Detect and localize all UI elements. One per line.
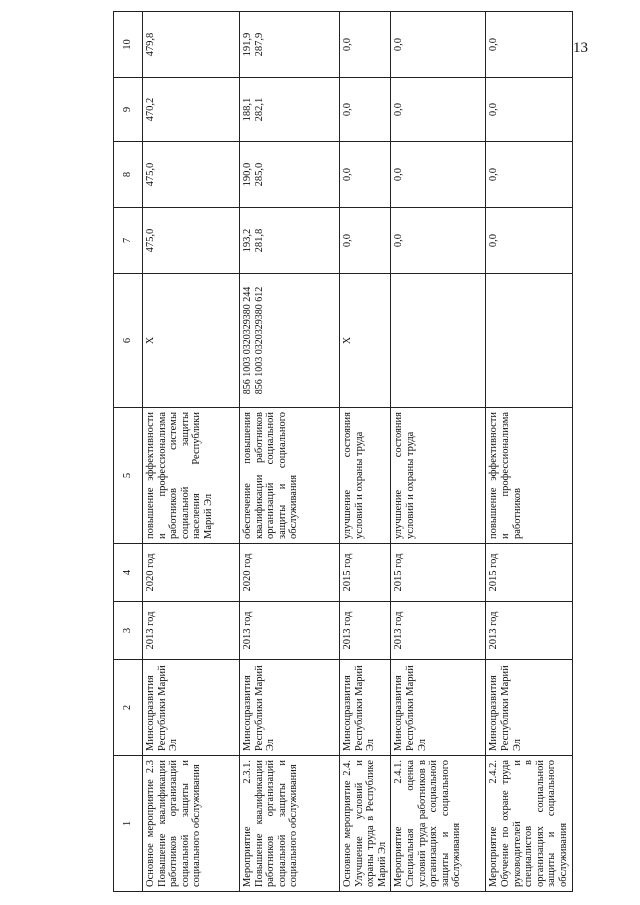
value-col-9: 470,2 (143, 78, 240, 142)
value-b: 282,1 (253, 97, 265, 122)
end-year: 2015 год (486, 544, 572, 602)
col-header-2: 2 (114, 660, 143, 756)
budget-code: X (143, 274, 240, 408)
value-col-9: 0,0 (486, 78, 572, 142)
value-b: 287,9 (253, 32, 265, 57)
budget-code-b: 856 1003 0320329380 612 (253, 286, 265, 395)
rotated-table-wrapper (113, 12, 640, 892)
responsible-executor: Минсоцразвития Республики Марий Эл (391, 660, 486, 756)
value-col-7: 0,0 (340, 208, 391, 274)
col-header-3: 3 (114, 602, 143, 660)
value-col-10: 479,8 (143, 12, 240, 78)
table-row (391, 12, 486, 892)
budget-code-cell (240, 274, 340, 408)
activity-name: Основное мероприятие 2.3 Повышение квалификации работников организаций социальной защиты и социального обслуживания (143, 756, 240, 892)
responsible-executor: Минсоцразвития Республики Марий Эл (486, 660, 572, 756)
expected-result: повышение эффективности и профессионализма работников системы социальной защиты населения Республики Марий Эл (143, 408, 240, 544)
value-col-7: 0,0 (391, 208, 486, 274)
end-year: 2020 год (143, 544, 240, 602)
value-col-9: 0,0 (340, 78, 391, 142)
expected-result: улучшение состояния условий и охраны труда (340, 408, 391, 544)
col-header-8: 8 (114, 142, 143, 208)
responsible-executor: Минсоцразвития Республики Марий Эл (143, 660, 240, 756)
expected-result: повышение эффективности и профессионализма работников (486, 408, 572, 544)
end-year: 2015 год (340, 544, 391, 602)
table-row (340, 12, 391, 892)
col-header-6: 6 (114, 274, 143, 408)
col-header-9: 9 (114, 78, 143, 142)
activity-name: Основное мероприятие 2.4. Улучшение условий и охраны труда в Республике Марий Эл (340, 756, 391, 892)
budget-code-a: 856 1003 0320329380 244 (242, 286, 253, 395)
value-col-9: 0,0 (391, 78, 486, 142)
page-number: 13 (573, 40, 588, 56)
end-year: 2015 год (391, 544, 486, 602)
start-year: 2013 год (240, 602, 340, 660)
col-header-5: 5 (114, 408, 143, 544)
table-row (240, 12, 340, 892)
value-col-7 (240, 208, 340, 274)
value-a: 188,1 (242, 97, 253, 122)
program-activities-table (113, 11, 573, 892)
value-a: 193,2 (242, 228, 253, 253)
value-col-8: 0,0 (391, 142, 486, 208)
table-row (486, 12, 572, 892)
col-header-7: 7 (114, 208, 143, 274)
activity-name: Мероприятие 2.3.1. Повышение квалификации работников организаций социальной защиты и социального обслуживания (240, 756, 340, 892)
col-header-10: 10 (114, 12, 143, 78)
budget-code: X (340, 274, 391, 408)
activity-name: Мероприятие 2.4.1. Специальная оценка условий труда работников в организациях социальной защиты и социального обслуживания (391, 756, 486, 892)
expected-result: улучшение состояния условий и охраны труда (391, 408, 486, 544)
start-year: 2013 год (340, 602, 391, 660)
activity-name: Мероприятие 2.4.2. Обучение по охране труда руководителей и специалистов в организациях социальной защиты и социального обслуживания (486, 756, 572, 892)
value-col-8: 0,0 (486, 142, 572, 208)
start-year: 2013 год (391, 602, 486, 660)
responsible-executor: Минсоцразвития Республики Марий Эл (240, 660, 340, 756)
value-col-8: 475,0 (143, 142, 240, 208)
value-col-9 (240, 78, 340, 142)
budget-code (391, 274, 486, 408)
start-year: 2013 год (486, 602, 572, 660)
budget-code (486, 274, 572, 408)
end-year: 2020 год (240, 544, 340, 602)
col-header-4: 4 (114, 544, 143, 602)
value-b: 281,8 (253, 228, 265, 253)
value-col-10 (240, 12, 340, 78)
expected-result: обеспечение повышения квалификации работников организаций социальной защиты и социального обслуживания (240, 408, 340, 544)
value-col-10: 0,0 (486, 12, 572, 78)
responsible-executor: Минсоцразвития Республики Марий Эл (340, 660, 391, 756)
start-year: 2013 год (143, 602, 240, 660)
column-number-header (114, 12, 143, 892)
value-col-7: 0,0 (486, 208, 572, 274)
value-a: 190,0 (242, 162, 253, 187)
value-col-7: 475,0 (143, 208, 240, 274)
value-col-10: 0,0 (340, 12, 391, 78)
value-a: 191,9 (242, 32, 253, 57)
col-header-1: 1 (114, 756, 143, 892)
value-col-8 (240, 142, 340, 208)
value-col-8: 0,0 (340, 142, 391, 208)
value-b: 285,0 (253, 162, 265, 187)
value-col-10: 0,0 (391, 12, 486, 78)
table-row (143, 12, 240, 892)
